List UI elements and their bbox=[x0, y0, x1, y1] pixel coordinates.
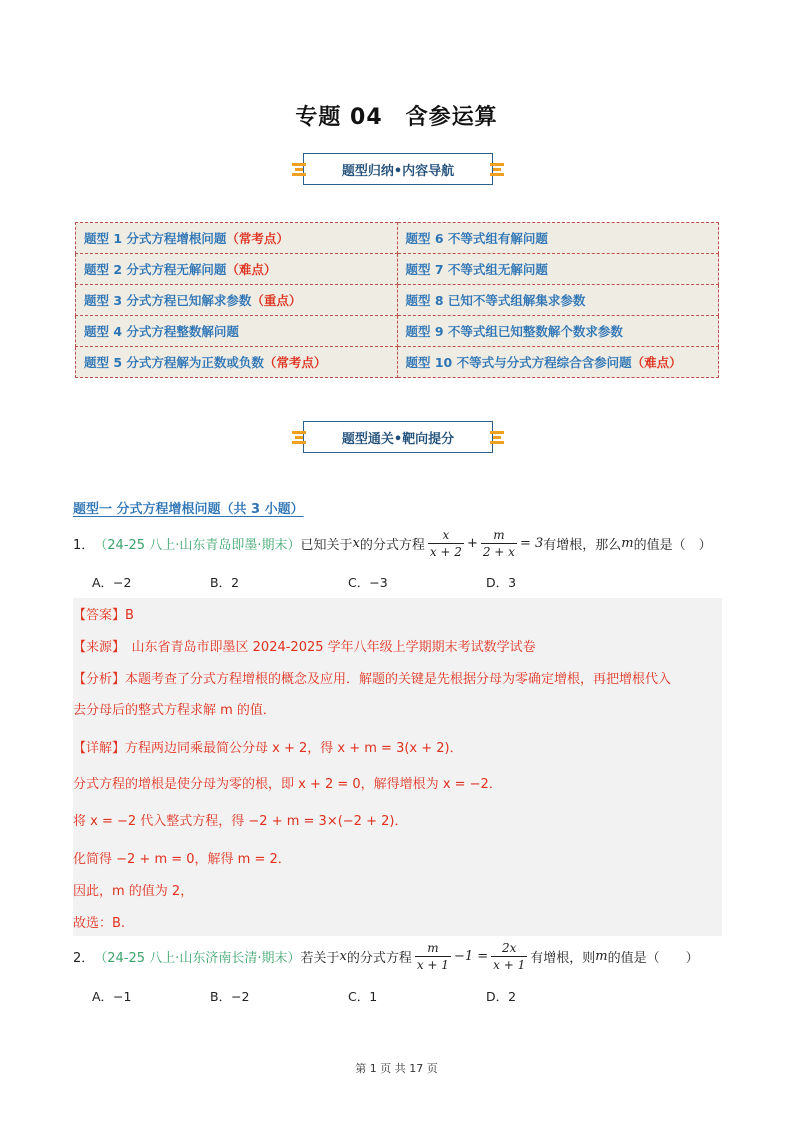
option-b[interactable]: B．2 bbox=[210, 575, 240, 590]
nav-banner bbox=[303, 153, 493, 185]
option-b[interactable]: B．−2 bbox=[210, 989, 250, 1004]
section-heading[interactable]: 题型一 分式方程增根问题（共 3 小题） bbox=[73, 502, 304, 517]
practice-banner-label: 题型通关•靶向提分 bbox=[341, 431, 455, 447]
banner-right-icon bbox=[490, 163, 504, 175]
detail-line: 故选：B. bbox=[73, 916, 126, 931]
option-d[interactable]: D．3 bbox=[486, 575, 517, 590]
banner-left-icon bbox=[292, 431, 306, 443]
nav-item[interactable]: 题型 4 分式方程整数解问题 bbox=[76, 316, 398, 347]
option-d[interactable]: D．2 bbox=[486, 989, 517, 1004]
fraction: $\frac{m}{x + 1}$ bbox=[416, 941, 449, 972]
nav-item[interactable]: 题型 7 不等式组无解问题 bbox=[397, 254, 719, 285]
table-row bbox=[76, 347, 719, 378]
detail-line: 将 x = −2 代入整式方程，得 −2 + m = 3×(−2 + 2)． bbox=[73, 814, 408, 829]
detail-line: 因此，m 的值为 2， bbox=[73, 884, 194, 899]
option-a[interactable]: A．−1 bbox=[92, 989, 132, 1004]
option-c[interactable]: C．−3 bbox=[348, 575, 388, 590]
nav-item[interactable]: 题型 6 不等式组有解问题 bbox=[397, 223, 719, 254]
topic-nav-table bbox=[75, 222, 719, 378]
fraction: $\frac{x}{x + 2}$ bbox=[429, 528, 462, 559]
option-c[interactable]: C．1 bbox=[348, 989, 378, 1004]
fraction: $\frac{m}{2 + x}$ bbox=[482, 528, 515, 559]
detail-line: 分式方程的增根是使分母为零的根，即 x + 2 = 0，解得增根为 x = −2． bbox=[73, 777, 502, 792]
nav-banner-label: 题型归纳•内容导航 bbox=[341, 163, 455, 179]
analysis-line-2: 去分母后的整式方程求解 m 的值． bbox=[73, 703, 276, 718]
page-title: 专题 04 含参运算 bbox=[295, 105, 498, 130]
nav-item[interactable]: 题型 2 分式方程无解问题（难点） bbox=[76, 254, 398, 285]
option-a[interactable]: A．−2 bbox=[92, 575, 132, 590]
page-footer: 第 1 页 共 17 页 bbox=[355, 1062, 438, 1075]
table-row bbox=[76, 223, 719, 254]
nav-item[interactable]: 题型 8 已知不等式组解集求参数 bbox=[397, 285, 719, 316]
answer-line: 【答案】B bbox=[73, 608, 134, 623]
nav-item[interactable]: 题型 3 分式方程已知解求参数（重点） bbox=[76, 285, 398, 316]
practice-banner bbox=[303, 421, 493, 453]
question-source: （24-25 八上·山东济南长清·期末） bbox=[94, 951, 301, 966]
question-source: （24-25 八上·山东青岛即墨·期末） bbox=[94, 538, 301, 553]
detail-line: 化简得 −2 + m = 0，解得 m = 2． bbox=[73, 852, 291, 867]
nav-item[interactable]: 题型 1 分式方程增根问题（常考点） bbox=[76, 223, 398, 254]
table-row bbox=[76, 285, 719, 316]
nav-item[interactable]: 题型 5 分式方程解为正数或负数（常考点） bbox=[76, 347, 398, 378]
nav-item[interactable]: 题型 10 不等式与分式方程综合含参问题（难点） bbox=[397, 347, 719, 378]
banner-left-icon bbox=[292, 163, 306, 175]
detail-line: 【详解】方程两边同乘最简公分母 x + 2，得 x + m = 3(x + 2)． bbox=[73, 741, 463, 756]
fraction: $\frac{2x}{x + 1}$ bbox=[493, 941, 526, 972]
table-row bbox=[76, 316, 719, 347]
question-1: 1． （24-25 八上·山东青岛即墨·期末） 已知关于 x 的分式方程 $\frac{x}{x + 2}$ + $\frac{m}{2 + x}$ = 3 有增根，那么 m 的值是（ ） bbox=[73, 528, 712, 559]
analysis-line: 【分析】本题考查了分式方程增根的概念及应用．解题的关键是先根据分母为零确定增根，再把增根代入 bbox=[73, 672, 672, 687]
source-line: 【来源】 山东省青岛市即墨区 2024-2025 学年八年级上学期期末考试数学试卷 bbox=[73, 640, 536, 655]
banner-right-icon bbox=[490, 431, 504, 443]
nav-item[interactable]: 题型 9 不等式组已知整数解个数求参数 bbox=[397, 316, 719, 347]
table-row bbox=[76, 254, 719, 285]
question-2: 2． （24-25 八上·山东济南长清·期末） 若关于 x 的分式方程 $\frac{m}{x + 1}$ −1 = $\frac{2x}{x + 1}$ 有增根，则 m 的值是（ ） bbox=[73, 941, 699, 972]
